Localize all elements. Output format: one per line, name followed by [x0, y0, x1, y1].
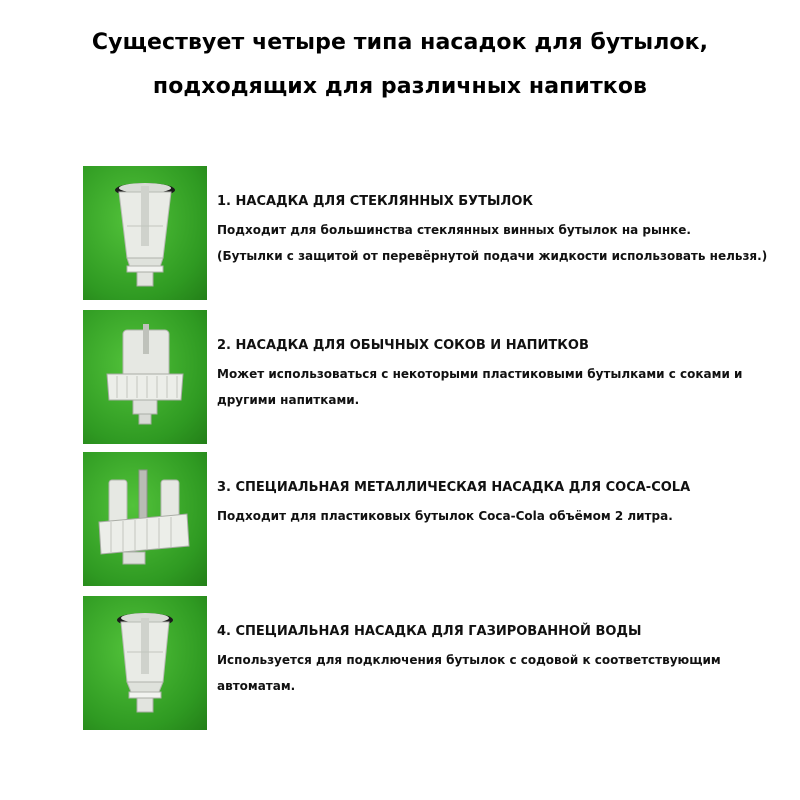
- adapter-desc-line: другими напитками.: [217, 393, 360, 407]
- coca-cola-adapter-photo: [83, 452, 207, 586]
- soda-bottle-adapter-photo: [83, 596, 207, 730]
- adapter-desc-line: Может использоваться с некоторыми пластиковыми бутылками с соками и: [217, 367, 743, 381]
- adapter-desc-line: (Бутылки с защитой от перевёрнутой подачи жидкости использовать нельзя.): [217, 249, 768, 263]
- adapter-item-soda: [83, 596, 783, 730]
- adapter-heading: 2. НАСАДКА ДЛЯ ОБЫЧНЫХ СОКОВ И НАПИТКОВ: [217, 338, 589, 353]
- juice-bottle-adapter-photo: [83, 310, 207, 444]
- adapter-text: [217, 480, 797, 529]
- glass-bottle-adapter-icon: [83, 166, 207, 300]
- juice-bottle-adapter-icon: [83, 310, 207, 444]
- adapter-text: [217, 194, 797, 269]
- adapter-desc-line: Подходит для большинства стеклянных винных бутылок на рынке.: [217, 223, 691, 237]
- coca-cola-adapter-icon: [83, 452, 207, 586]
- page-title-line-1: Существует четыре типа насадок для бутылок,: [91, 30, 709, 55]
- page-title-line-2: подходящих для различных напитков: [152, 74, 648, 99]
- adapter-item-glass: [83, 166, 783, 300]
- adapter-item-juice: [83, 310, 783, 444]
- adapter-desc-line: Подходит для пластиковых бутылок Coca-Cola объёмом 2 литра.: [217, 509, 673, 523]
- adapter-heading: 4. СПЕЦИАЛЬНАЯ НАСАДКА ДЛЯ ГАЗИРОВАННОЙ ВОДЫ: [217, 624, 642, 639]
- adapter-heading: 1. НАСАДКА ДЛЯ СТЕКЛЯННЫХ БУТЫЛОК: [217, 194, 533, 209]
- glass-bottle-adapter-photo: [83, 166, 207, 300]
- adapter-text: [217, 338, 797, 413]
- adapter-heading: 3. СПЕЦИАЛЬНАЯ МЕТАЛЛИЧЕСКАЯ НАСАДКА ДЛЯ COCA-COLA: [217, 480, 691, 495]
- soda-bottle-adapter-icon: [83, 596, 207, 730]
- adapter-item-coca-cola: [83, 452, 783, 586]
- adapter-desc-line: Используется для подключения бутылок с содовой к соответствующим: [217, 653, 721, 667]
- adapter-desc-line: автоматам.: [217, 679, 296, 693]
- adapter-text: [217, 624, 797, 699]
